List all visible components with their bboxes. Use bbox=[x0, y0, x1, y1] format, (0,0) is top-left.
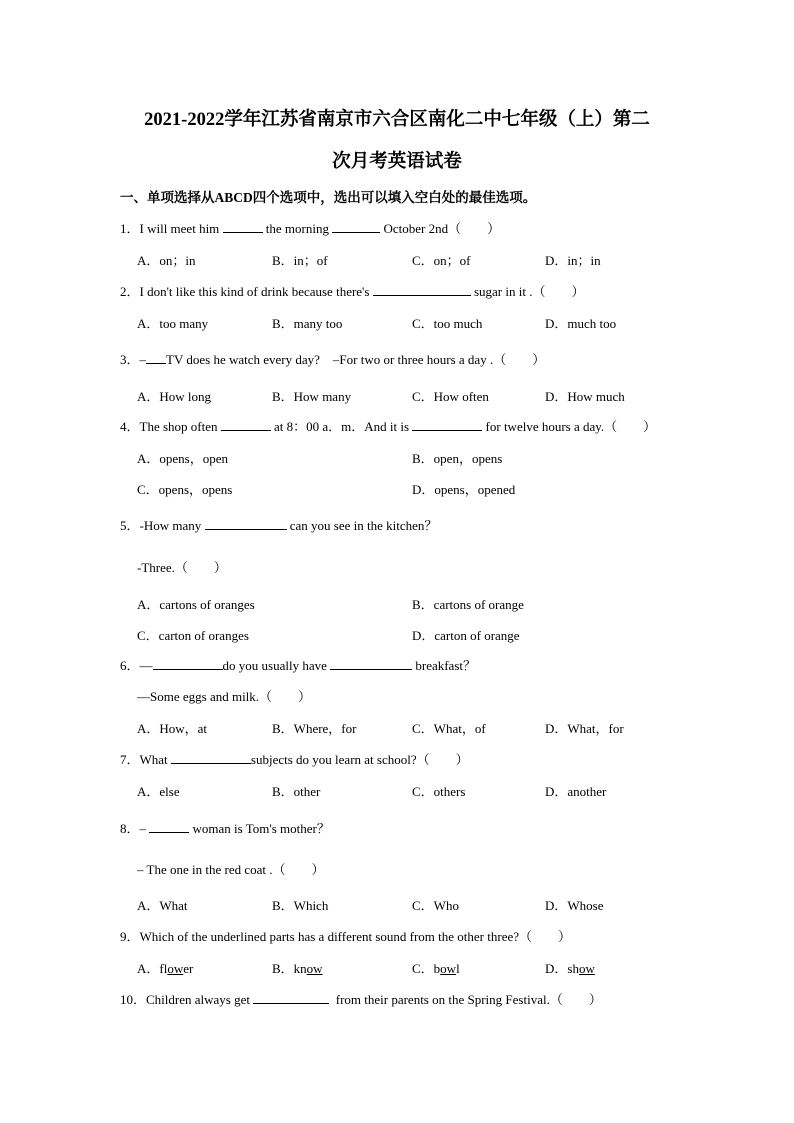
option-c[interactable]: C．bowl bbox=[412, 961, 460, 976]
answer-blank[interactable] bbox=[253, 992, 329, 1004]
option-a[interactable]: A．opens，open bbox=[137, 451, 228, 466]
question-2: 2．I don't like this kind of drink because there's sugar in it .（ ） bbox=[120, 284, 585, 299]
option-d[interactable]: D．in；in bbox=[545, 253, 601, 268]
option-c[interactable]: C．What，of bbox=[412, 721, 486, 736]
option-d[interactable]: D．What，for bbox=[545, 721, 624, 736]
option-c[interactable]: C．others bbox=[412, 784, 466, 799]
option-a[interactable]: A．How，at bbox=[137, 721, 208, 736]
question-5: 5．-How many can you see in the kitchen？ bbox=[120, 518, 438, 533]
option-d[interactable]: D．another bbox=[545, 784, 607, 799]
question-4: 4．The shop often at 8：00 a．m．And it is for twelve hours a day.（ ） bbox=[120, 419, 657, 434]
option-b[interactable]: B．other bbox=[272, 784, 321, 799]
question-5-reply: -Three.（ ） bbox=[137, 560, 227, 575]
option-a[interactable]: A．cartons of oranges bbox=[137, 597, 255, 612]
exam-title-line1: 2021-2022学年江苏省南京市六合区南化二中七年级（上）第二 bbox=[144, 110, 650, 130]
section-heading: 一、单项选择从ABCD四个选项中，选出可以填入空白处的最佳选项。 bbox=[120, 190, 537, 205]
option-a[interactable]: A．too many bbox=[137, 316, 209, 331]
answer-blank[interactable] bbox=[153, 658, 223, 670]
option-a[interactable]: A．flower bbox=[137, 961, 194, 976]
option-b[interactable]: B．How many bbox=[272, 389, 352, 404]
question-3: 3．– TV does he watch every day? –For two or three hours a day .（ ） bbox=[120, 352, 546, 367]
option-c[interactable]: C．Who bbox=[412, 898, 459, 913]
answer-blank[interactable] bbox=[332, 221, 380, 233]
answer-blank[interactable] bbox=[205, 518, 287, 530]
option-d[interactable]: D．much too bbox=[545, 316, 617, 331]
answer-blank[interactable] bbox=[412, 419, 482, 431]
option-a[interactable]: A．else bbox=[137, 784, 180, 799]
answer-blank[interactable] bbox=[146, 352, 166, 364]
answer-blank[interactable] bbox=[221, 419, 271, 431]
question-1: 1．I will meet him the morning October 2nd（ ） bbox=[120, 221, 501, 236]
option-a[interactable]: A．How long bbox=[137, 389, 212, 404]
question-6: 6．— do you usually have breakfast？ bbox=[120, 658, 476, 673]
option-b[interactable]: B．open，opens bbox=[412, 451, 503, 466]
option-c[interactable]: C．too much bbox=[412, 316, 483, 331]
answer-blank[interactable] bbox=[330, 658, 412, 670]
question-8-reply: – The one in the red coat .（ ） bbox=[137, 862, 325, 877]
answer-blank[interactable] bbox=[149, 821, 189, 833]
option-b[interactable]: B．in；of bbox=[272, 253, 328, 268]
option-c[interactable]: C．How often bbox=[412, 389, 489, 404]
option-d[interactable]: D．opens，opened bbox=[412, 482, 516, 497]
answer-blank[interactable] bbox=[223, 221, 263, 233]
underlined-part: ow bbox=[167, 961, 184, 976]
underlined-part: ow bbox=[440, 961, 457, 976]
option-b[interactable]: B．know bbox=[272, 961, 323, 976]
option-b[interactable]: B．cartons of orange bbox=[412, 597, 524, 612]
option-a[interactable]: A．What bbox=[137, 898, 188, 913]
exam-title-line2: 次月考英语试卷 bbox=[332, 152, 462, 172]
question-7: 7．What subjects do you learn at school?（ ） bbox=[120, 752, 469, 767]
option-c[interactable]: C．carton of oranges bbox=[137, 628, 249, 643]
option-b[interactable]: B．many too bbox=[272, 316, 343, 331]
option-a[interactable]: A．on；in bbox=[137, 253, 196, 268]
underlined-part: ow bbox=[306, 961, 323, 976]
option-c[interactable]: C．opens，opens bbox=[137, 482, 233, 497]
question-8: 8．– woman is Tom's mother？ bbox=[120, 821, 330, 836]
question-9: 9．Which of the underlined parts has a different sound from the other three?（ ） bbox=[120, 929, 572, 944]
option-b[interactable]: B．Which bbox=[272, 898, 329, 913]
answer-blank[interactable] bbox=[171, 752, 251, 764]
option-d[interactable]: D．Whose bbox=[545, 898, 604, 913]
option-d[interactable]: D．carton of orange bbox=[412, 628, 520, 643]
question-10: 10．Children always get from their parents on the Spring Festival.（ ） bbox=[120, 992, 602, 1007]
option-b[interactable]: B．Where，for bbox=[272, 721, 357, 736]
question-6-reply: —Some eggs and milk.（ ） bbox=[137, 689, 312, 704]
option-c[interactable]: C．on；of bbox=[412, 253, 471, 268]
answer-blank[interactable] bbox=[373, 284, 471, 296]
option-d[interactable]: D．How much bbox=[545, 389, 625, 404]
option-d[interactable]: D．show bbox=[545, 961, 595, 976]
underlined-part: ow bbox=[578, 961, 595, 976]
